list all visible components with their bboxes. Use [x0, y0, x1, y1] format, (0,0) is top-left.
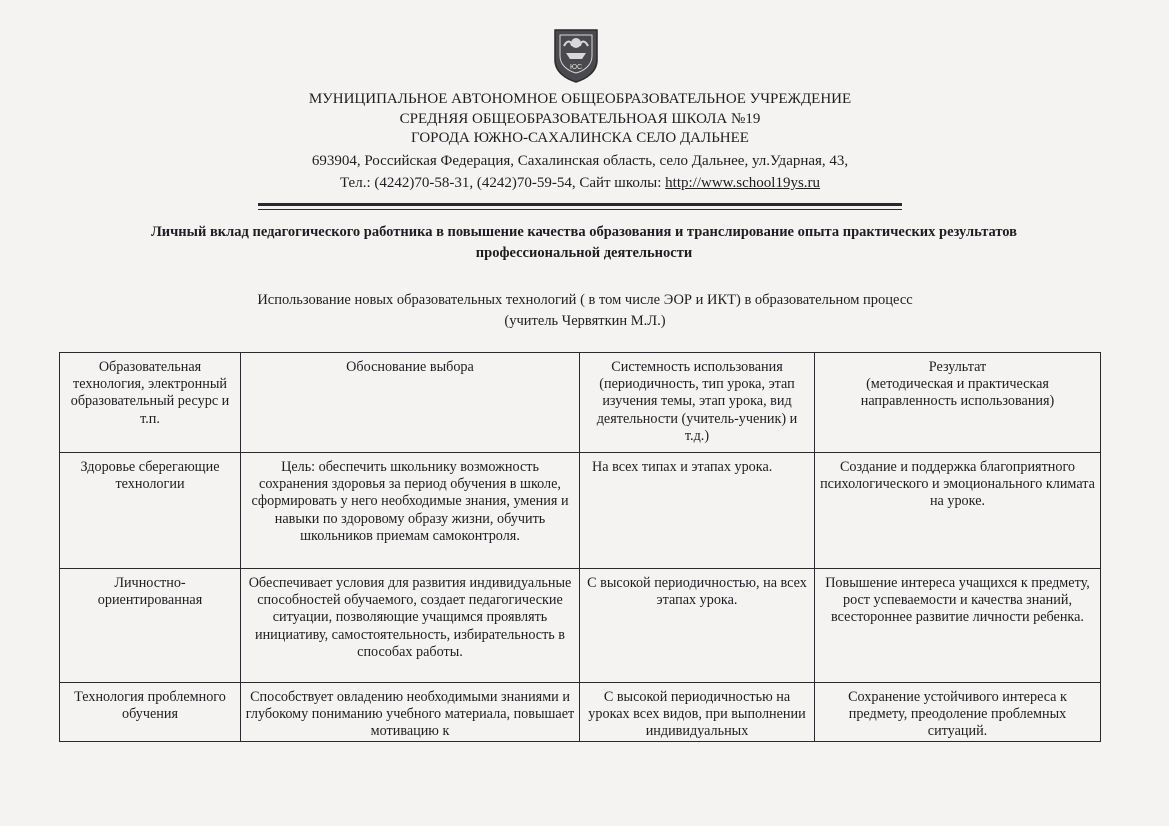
emblem-text: ЮС [569, 64, 583, 71]
table-header-row [60, 353, 1101, 453]
document-title-line-1: Личный вклад педагогического работника в повышение качества образования и транслирование опыта практических результатов [150, 224, 1018, 240]
column-header-technology: Образовательная технология, электронный образовательный ресурс и т.п. [60, 353, 241, 453]
column-header-systematic-use: Системность использования (периодичность, тип урока, этап изучения темы, этап урока, вид деятельности (учитель-ученик) и т.д.) [580, 353, 815, 453]
table-row [60, 683, 1101, 742]
table-row [60, 453, 1101, 569]
city-coat-of-arms-icon [552, 26, 600, 84]
table-cell: На всех типах и этапах урока. [580, 453, 815, 569]
document-title [50, 222, 1118, 264]
document-title-line-2: профессиональной деятельности [475, 245, 693, 261]
table-cell: Создание и поддержка благоприятного психологического и эмоционального климата на уроке. [815, 453, 1101, 569]
table-cell: С высокой периодичностью на уроках всех видов, при выполнении индивидуальных [580, 683, 815, 742]
header-line-3: ГОРОДА ЮЖНО-САХАЛИНСКА СЕЛО ДАЛЬНЕЕ [411, 130, 749, 146]
column-header-rationale: Обоснование выбора [241, 353, 580, 453]
school-header [180, 90, 980, 194]
header-address: 693904, Российская Федерация, Сахалинская область, село Дальнее, ул.Ударная, 43, [311, 152, 849, 169]
table-cell: С высокой периодичностью, на всех этапах урока. [580, 569, 815, 683]
school-website-link[interactable]: http://www.school19ys.ru [665, 175, 821, 191]
header-line-1: МУНИЦИПАЛЬНОЕ АВТОНОМНОЕ ОБЩЕОБРАЗОВАТЕЛЬНОЕ УЧРЕЖДЕНИЕ [308, 91, 852, 107]
table-cell: Цель: обеспечить школьнику возможность сохранения здоровья за период обучения в школе, сформировать у него необходимые знания, умения и навыки по здоровому образу жизни, обучить школьников приемам самоконтроля. [241, 453, 580, 569]
table-cell: Способствует овладению необходимыми знаниями и глубокому пониманию учебного материала, повышает мотивацию к [241, 683, 580, 742]
header-divider-thin [258, 209, 902, 210]
table-cell: Здоровье сберегающие технологии [60, 453, 241, 569]
table-cell: Повышение интереса учащихся к предмету, рост успеваемости и качества знаний, всестороннее развитие личности ребенка. [815, 569, 1101, 683]
contacts-text: Тел.: (4242)70-58-31, (4242)70-59-54, Сайт школы: [339, 175, 666, 191]
subtitle-teacher: (учитель Червяткин М.Л.) [504, 313, 666, 329]
header-line-2: СРЕДНЯЯ ОБЩЕОБРАЗОВАТЕЛЬНОАЯ ШКОЛА №19 [399, 110, 761, 127]
table-cell: Обеспечивает условия для развития индивидуальные способностей обучаемого, создает педагогические ситуации, позволяющие учащимся проявлять инициативу, самостоятельность, избирательность в способах работы. [241, 569, 580, 683]
table-cell: Личностно-ориентированная [60, 569, 241, 683]
subtitle-line-1: Использование новых образовательных технологий ( в том числе ЭОР и ИКТ) в образовательном процесс [257, 292, 913, 308]
table-row [60, 569, 1101, 683]
table-cell: Сохранение устойчивого интереса к предмету, преодоление проблемных ситуаций. [815, 683, 1101, 742]
technologies-table [59, 352, 1101, 742]
document-subtitle [100, 290, 1070, 332]
header-contacts [180, 174, 980, 194]
column-header-result: Результат (методическая и практическая направленность использования) [815, 353, 1101, 453]
table-cell: Технология проблемного обучения [60, 683, 241, 742]
header-divider-thick [258, 203, 902, 206]
